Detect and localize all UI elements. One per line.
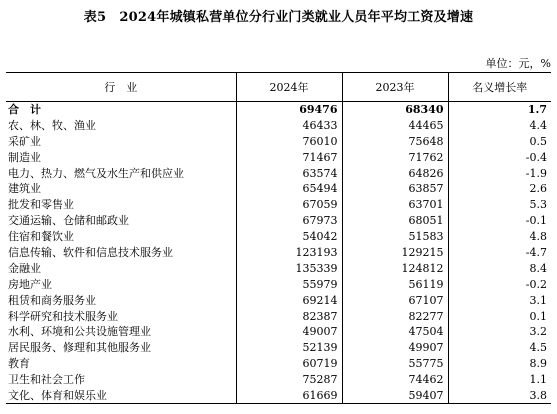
header-row [6,73,551,102]
industry-cell: 合 计 [8,103,41,117]
wage-2024-cell: 135339 [236,260,342,276]
wage-2024-cell: 71467 [236,149,342,165]
wage-2024-cell: 61669 [236,388,342,404]
wage-2023-cell: 75648 [342,133,448,149]
industry-cell: 交通运输、仓储和邮政业 [8,214,129,228]
wage-2024-cell: 67973 [236,213,342,229]
wage-2023-cell: 63857 [342,181,448,197]
table-row [6,292,551,308]
wage-2024-cell: 49007 [236,324,342,340]
growth-rate-cell: 8.4 [448,260,551,276]
industry-cell: 租赁和商务服务业 [8,293,96,307]
wage-2024-cell: 75287 [236,372,342,388]
industry-cell: 信息传输、软件和信息技术服务业 [8,245,173,259]
table-row [6,356,551,372]
wage-2024-cell: 76010 [236,133,342,149]
industry-cell: 电力、热力、燃气及水生产和供应业 [8,166,184,180]
wage-2023-cell: 55775 [342,356,448,372]
wage-2024-cell: 63574 [236,165,342,181]
header-industry: 行 业 [6,73,236,102]
wage-2023-cell: 68340 [342,102,448,118]
wage-2023-cell: 59407 [342,388,448,404]
growth-rate-cell: -0.1 [448,213,551,229]
table-row [6,388,551,404]
growth-rate-cell: 4.5 [448,340,551,356]
wage-2024-cell: 69476 [236,102,342,118]
growth-rate-cell: 1.1 [448,372,551,388]
wage-2023-cell: 63701 [342,197,448,213]
wage-2024-cell: 65494 [236,181,342,197]
table-row [6,276,551,292]
industry-cell: 卫生和社会工作 [8,373,85,387]
wage-2024-cell: 52139 [236,340,342,356]
wage-2024-cell: 46433 [236,117,342,133]
wage-2023-cell: 56119 [342,276,448,292]
wage-2023-cell: 64826 [342,165,448,181]
growth-rate-cell: 0.1 [448,308,551,324]
table-row [6,340,551,356]
industry-cell: 金融业 [8,261,41,275]
wage-2023-cell: 68051 [342,213,448,229]
industry-cell: 建筑业 [8,182,41,196]
wage-2024-cell: 69214 [236,292,342,308]
header-2024: 2024年 [236,73,342,102]
wage-2023-cell: 44465 [342,117,448,133]
header-growth-rate: 名义增长率 [448,73,551,102]
industry-cell: 房地产业 [8,277,52,291]
industry-cell: 农、林、牧、渔业 [8,118,96,132]
growth-rate-cell: 3.1 [448,292,551,308]
industry-cell: 采矿业 [8,134,41,148]
table-row [6,165,551,181]
industry-cell: 文化、体育和娱乐业 [6,388,236,404]
table-row [6,197,551,213]
growth-rate-cell: -0.4 [448,149,551,165]
wage-2023-cell: 71762 [342,149,448,165]
wage-2023-cell: 124812 [342,260,448,276]
growth-rate-cell: -0.2 [448,276,551,292]
industry-cell: 批发和零售业 [8,198,74,212]
growth-rate-cell: 3.8 [448,388,551,404]
table-row [6,229,551,245]
wage-2024-cell: 55979 [236,276,342,292]
industry-cell: 科学研究和技术服务业 [8,309,118,323]
wage-2023-cell: 49907 [342,340,448,356]
wage-2023-cell: 51583 [342,229,448,245]
wage-table [6,72,551,404]
table-body [6,102,551,404]
header-2023: 2023年 [342,73,448,102]
table-row [6,260,551,276]
wage-2024-cell: 54042 [236,229,342,245]
growth-rate-cell: 5.3 [448,197,551,213]
table-row [6,149,551,165]
industry-cell: 水利、环境和公共设施管理业 [8,325,151,339]
table-row [6,117,551,133]
table-title: 表5 2024年城镇私营单位分行业门类就业人员年平均工资及增速 [83,10,474,25]
wage-2023-cell: 47504 [342,324,448,340]
growth-rate-cell: 2.6 [448,181,551,197]
wage-2024-cell: 123193 [236,245,342,261]
growth-rate-cell: 0.5 [448,133,551,149]
growth-rate-cell: 4.8 [448,229,551,245]
growth-rate-cell: 1.7 [448,102,551,118]
growth-rate-cell: 8.9 [448,356,551,372]
industry-cell: 教育 [8,357,30,371]
wage-2023-cell: 74462 [342,372,448,388]
wage-2023-cell: 129215 [342,245,448,261]
table-row [6,308,551,324]
total-row [6,102,551,118]
growth-rate-cell: -4.7 [448,245,551,261]
table-row [6,372,551,388]
wage-2024-cell: 82387 [236,308,342,324]
table-row [6,324,551,340]
industry-cell: 制造业 [8,150,41,164]
industry-cell: 住宿和餐饮业 [8,230,74,244]
wage-2023-cell: 82277 [342,308,448,324]
table-row [6,245,551,261]
industry-cell: 居民服务、修理和其他服务业 [8,341,151,355]
table-row [6,133,551,149]
wage-2024-cell: 67059 [236,197,342,213]
wage-2024-cell: 60719 [236,356,342,372]
growth-rate-cell: -1.9 [448,165,551,181]
growth-rate-cell: 4.4 [448,117,551,133]
growth-rate-cell: 3.2 [448,324,551,340]
wage-2023-cell: 67107 [342,292,448,308]
table-row [6,181,551,197]
unit-note: 单位：元，% [485,57,551,70]
table-row [6,213,551,229]
